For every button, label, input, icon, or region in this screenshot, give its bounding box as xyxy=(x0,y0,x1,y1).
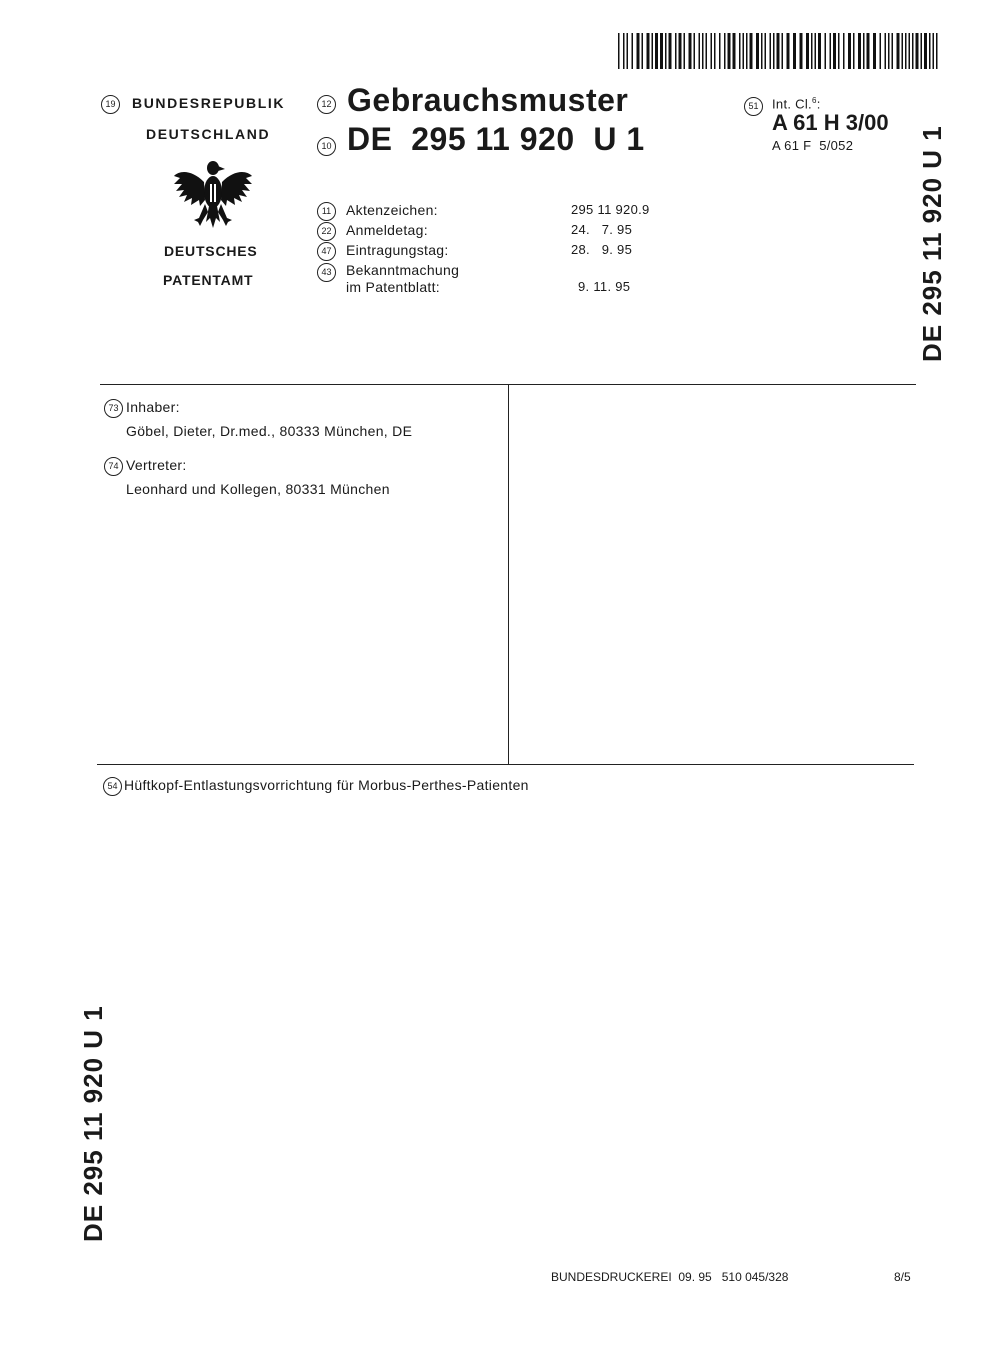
page-reference: 8/5 xyxy=(894,1270,911,1284)
inid-code-47: 47 xyxy=(317,242,336,261)
document-number: DE 295 11 920 U 1 xyxy=(347,121,645,157)
side-document-number-right: DE 295 11 920 U 1 xyxy=(917,125,947,362)
inid-code-22: 22 xyxy=(317,222,336,241)
inid-code-19: 19 xyxy=(101,95,120,114)
representative-label: Vertreter: xyxy=(126,457,187,473)
box-bottom-rule xyxy=(97,764,914,765)
int-cl-label: Int. Cl.$^6$: xyxy=(772,96,821,112)
int-cl-main: A 61 H 3/00 xyxy=(772,110,889,135)
inid-code-12: 12 xyxy=(317,95,336,114)
inid-code-54: 54 xyxy=(103,777,122,796)
field-value-file-number: 295 11 920.9 xyxy=(571,202,650,217)
inid-code-74: 74 xyxy=(104,457,123,476)
field-value-registration-date: 28. 9. 95 xyxy=(571,242,633,257)
barcode xyxy=(618,33,942,69)
field-value-filing-date: 24. 7. 95 xyxy=(571,222,633,237)
inid-code-43: 43 xyxy=(317,263,336,282)
box-divider xyxy=(508,385,509,765)
holder-value: Göbel, Dieter, Dr.med., 80333 München, DE xyxy=(126,423,413,439)
office-name-line1: DEUTSCHES xyxy=(164,243,258,259)
printer-imprint: BUNDESDRUCKEREI 09. 95 510 045/328 xyxy=(551,1270,789,1284)
representative-value: Leonhard und Kollegen, 80331 München xyxy=(126,481,390,497)
field-label-file-number: Aktenzeichen: xyxy=(346,202,438,218)
side-document-number-left: DE 295 11 920 U 1 xyxy=(78,1005,108,1242)
field-label-filing-date: Anmeldetag: xyxy=(346,222,428,238)
field-label-publication-line2: im Patentblatt: xyxy=(346,279,440,295)
int-cl-secondary: A 61 F 5/052 xyxy=(772,138,854,153)
inid-code-73: 73 xyxy=(104,399,123,418)
office-name-line2: PATENTAMT xyxy=(163,272,254,288)
inid-code-11: 11 xyxy=(317,202,336,221)
field-value-publication-date: 9. 11. 95 xyxy=(578,279,631,294)
holder-label: Inhaber: xyxy=(126,399,180,415)
country-name-line2: DEUTSCHLAND xyxy=(146,126,271,142)
federal-eagle-emblem xyxy=(172,156,254,232)
invention-title: Hüftkopf-Entlastungsvorrichtung für Morbus-Perthes-Patienten xyxy=(124,777,529,793)
field-label-publication: Bekanntmachung xyxy=(346,262,460,278)
inid-code-10: 10 xyxy=(317,137,336,156)
field-label-registration-date: Eintragungstag: xyxy=(346,242,449,258)
inid-code-51: 51 xyxy=(744,97,763,116)
country-name-line1: BUNDESREPUBLIK xyxy=(132,95,286,111)
document-kind: Gebrauchsmuster xyxy=(347,82,629,118)
